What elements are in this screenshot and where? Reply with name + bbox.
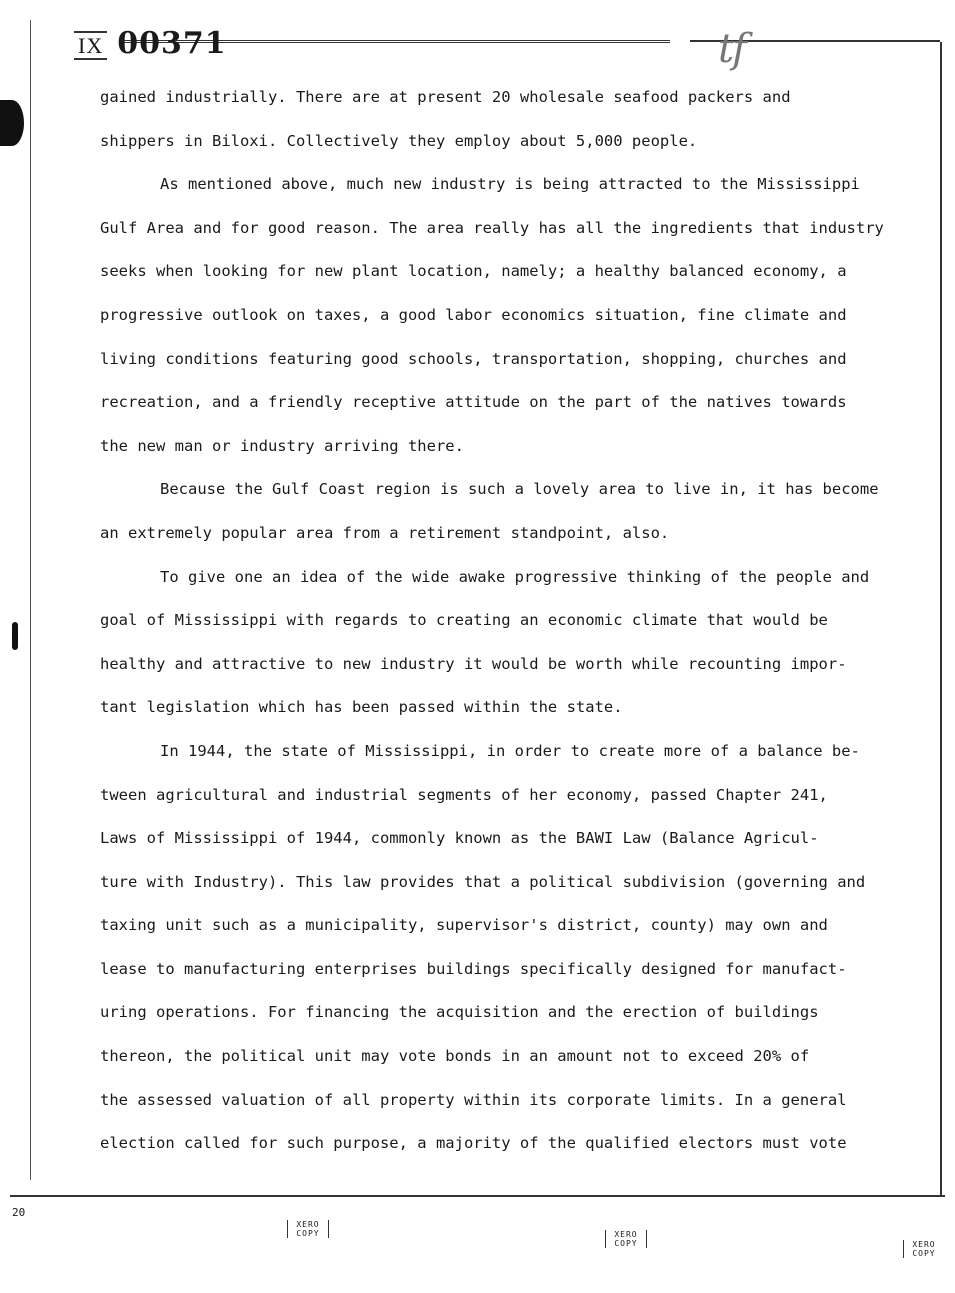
box-numeral: IX <box>74 31 107 60</box>
text-line: Because the Gulf Coast region is such a lovely area to live in, it has become <box>160 480 879 499</box>
text-line: tant legislation which has been passed within the state. <box>100 698 623 717</box>
text-line: the assessed valuation of all property within its corporate limits. In a general <box>100 1090 847 1109</box>
text-line: shippers in Biloxi. Collectively they employ about 5,000 people. <box>100 131 698 150</box>
text-line: uring operations. For financing the acquisition and the erection of buildings <box>100 1003 819 1022</box>
xerox-stamp: XERO COPY <box>287 1220 329 1238</box>
text-line: In 1944, the state of Mississippi, in order to create more of a balance be- <box>160 741 860 760</box>
page-border-left <box>30 20 31 1180</box>
handwritten-initials: tf <box>718 26 745 72</box>
text-line: election called for such purpose, a majority of the qualified electors must vote <box>100 1134 847 1153</box>
text-line: the new man or industry arriving there. <box>100 436 464 455</box>
text-line: taxing unit such as a municipality, supervisor's district, county) may own and <box>100 916 828 935</box>
text-line: As mentioned above, much new industry is being attracted to the Mississippi <box>160 175 860 194</box>
xerox-stamp: XERO COPY <box>605 1230 647 1248</box>
text-line: progressive outlook on taxes, a good labor economics situation, fine climate and <box>100 305 847 324</box>
corner-page-number: 20 <box>12 1206 26 1219</box>
text-line: gained industrially. There are at present 20 wholesale seafood packers and <box>100 88 791 106</box>
text-line: Gulf Area and for good reason. The area really has all the ingredients that industry <box>100 218 884 237</box>
doc-number: 00371 <box>117 26 227 61</box>
page-border-right <box>940 42 942 1197</box>
text-line: tween agricultural and industrial segments of her economy, passed Chapter 241, <box>100 785 828 804</box>
text-line: Laws of Mississippi of 1944, commonly known as the BAWI Law (Balance Agricul- <box>100 829 819 848</box>
text-line: healthy and attractive to new industry it would be worth while recounting impor- <box>100 654 847 673</box>
xerox-stamp: XERO COPY <box>903 1240 944 1258</box>
text-line: lease to manufacturing enterprises buildings specifically designed for manufact- <box>100 959 847 978</box>
text-line: living conditions featuring good schools, transportation, shopping, churches and <box>100 349 847 368</box>
text-line: thereon, the political unit may vote bonds in an amount not to exceed 20% of <box>100 1047 810 1066</box>
text-line: ture with Industry). This law provides that a political subdivision (governing and <box>100 872 866 891</box>
punch-hole-mark <box>0 100 24 146</box>
page-border-bottom <box>10 1195 945 1197</box>
punch-hole-mark-lower <box>12 622 18 650</box>
text-line: recreation, and a friendly receptive attitude on the part of the natives towards <box>100 393 847 412</box>
text-line: To give one an idea of the wide awake progressive thinking of the people and <box>160 567 870 586</box>
document-id <box>74 26 227 61</box>
text-line: an extremely popular area from a retirement standpoint, also. <box>100 523 670 542</box>
text-line: goal of Mississippi with regards to creating an economic climate that would be <box>100 611 828 630</box>
body-text <box>100 76 884 1166</box>
text-line: seeks when looking for new plant location, namely; a healthy balanced economy, a <box>100 262 847 281</box>
